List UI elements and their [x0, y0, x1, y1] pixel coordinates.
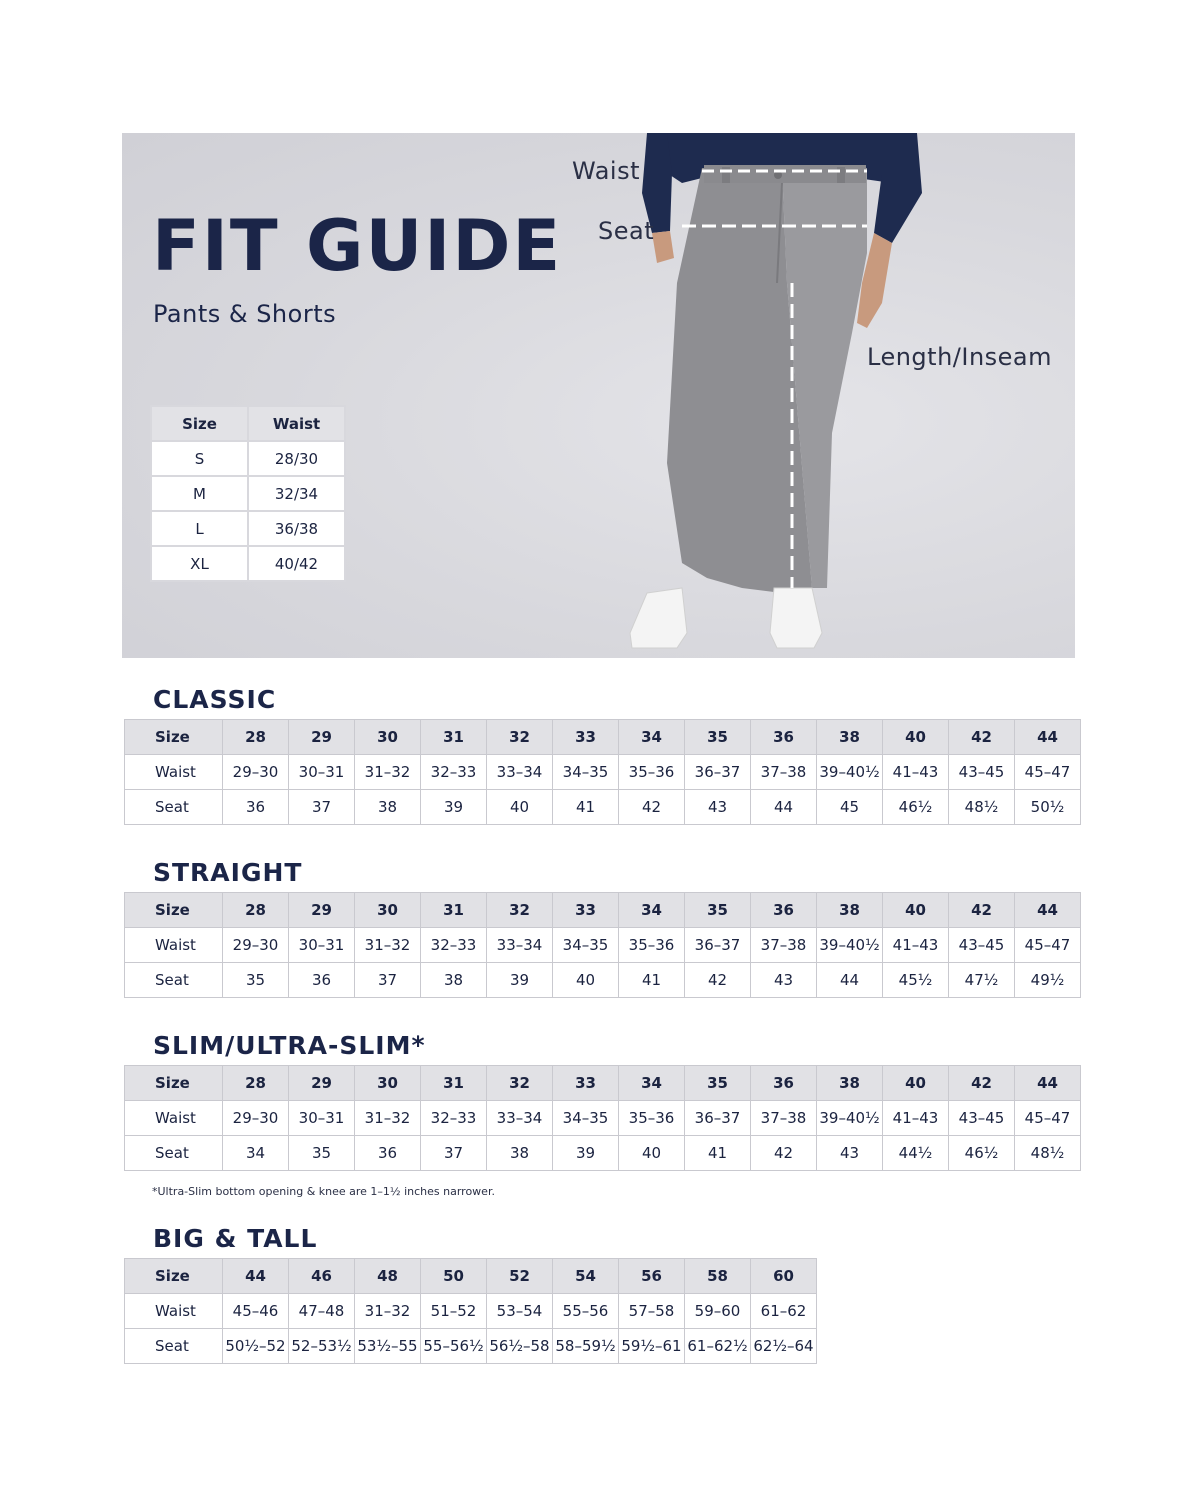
size-header-cell: 36	[751, 720, 817, 755]
value-cell: 45–47	[1015, 928, 1081, 963]
value-cell: 45½	[883, 963, 949, 998]
size-table	[124, 719, 1081, 825]
row-label: Waist	[125, 928, 223, 963]
size-header: Size	[151, 406, 248, 441]
value-cell: 35–36	[619, 1101, 685, 1136]
value-cell: 49½	[1015, 963, 1081, 998]
size-cell: S	[151, 441, 248, 476]
page-title: FIT GUIDE	[152, 205, 563, 287]
value-cell: 42	[751, 1136, 817, 1171]
header-row	[125, 893, 1081, 928]
size-header-cell: 50	[421, 1259, 487, 1294]
seat-label: Seat	[598, 217, 655, 245]
value-cell: 30–31	[289, 755, 355, 790]
value-cell: 35–36	[619, 755, 685, 790]
header-row	[125, 1259, 817, 1294]
value-cell: 30–31	[289, 1101, 355, 1136]
row-label: Seat	[125, 963, 223, 998]
value-cell: 35–36	[619, 928, 685, 963]
section-title: CLASSIC	[153, 685, 277, 714]
value-cell: 50½–52	[223, 1329, 289, 1364]
value-cell: 45	[817, 790, 883, 825]
size-header-cell: 31	[421, 1066, 487, 1101]
waist-header: Waist	[248, 406, 345, 441]
value-cell: 41	[619, 963, 685, 998]
value-cell: 41	[553, 790, 619, 825]
value-cell: 34	[223, 1136, 289, 1171]
size-header-cell: 29	[289, 720, 355, 755]
value-cell: 37	[289, 790, 355, 825]
value-cell: 58–59½	[553, 1329, 619, 1364]
size-table	[124, 892, 1081, 998]
table-row	[125, 1294, 817, 1329]
size-header-cell: 28	[223, 720, 289, 755]
value-cell: 32–33	[421, 755, 487, 790]
size-header-cell: 48	[355, 1259, 421, 1294]
value-cell: 41–43	[883, 755, 949, 790]
waist-label: Waist	[572, 157, 640, 185]
size-header-cell: 42	[949, 1066, 1015, 1101]
value-cell: 56½–58	[487, 1329, 553, 1364]
value-cell: 52–53½	[289, 1329, 355, 1364]
value-cell: 59–60	[685, 1294, 751, 1329]
value-cell: 61–62	[751, 1294, 817, 1329]
size-header-cell: 33	[553, 893, 619, 928]
value-cell: 47–48	[289, 1294, 355, 1329]
value-cell: 48½	[1015, 1136, 1081, 1171]
size-header-cell: 31	[421, 893, 487, 928]
value-cell: 36–37	[685, 1101, 751, 1136]
table-row	[125, 928, 1081, 963]
value-cell: 45–47	[1015, 755, 1081, 790]
value-cell: 31–32	[355, 928, 421, 963]
value-cell: 31–32	[355, 1101, 421, 1136]
waist-cell: 40/42	[248, 546, 345, 581]
section-title: STRAIGHT	[153, 858, 303, 887]
value-cell: 29–30	[223, 928, 289, 963]
value-cell: 42	[619, 790, 685, 825]
size-header-cell: 54	[553, 1259, 619, 1294]
size-header-cell: 40	[883, 893, 949, 928]
size-header-cell: 35	[685, 720, 751, 755]
value-cell: 37–38	[751, 755, 817, 790]
row-label: Size	[125, 1066, 223, 1101]
value-cell: 48½	[949, 790, 1015, 825]
value-cell: 45–46	[223, 1294, 289, 1329]
size-header-cell: 34	[619, 720, 685, 755]
table-row	[125, 1101, 1081, 1136]
size-waist-table	[150, 405, 346, 582]
row-label: Size	[125, 720, 223, 755]
value-cell: 53½–55	[355, 1329, 421, 1364]
length-inseam-label: Length/Inseam	[867, 343, 1053, 371]
value-cell: 40	[487, 790, 553, 825]
value-cell: 43	[817, 1136, 883, 1171]
size-header-cell: 35	[685, 1066, 751, 1101]
section-title: BIG & TALL	[153, 1224, 318, 1253]
table-row	[151, 476, 345, 511]
value-cell: 61–62½	[685, 1329, 751, 1364]
value-cell: 36	[289, 963, 355, 998]
waist-cell: 28/30	[248, 441, 345, 476]
table-row	[151, 546, 345, 581]
row-label: Seat	[125, 1136, 223, 1171]
hero-banner	[122, 133, 1075, 658]
row-label: Size	[125, 893, 223, 928]
table-row	[125, 1329, 817, 1364]
table-row	[125, 963, 1081, 998]
row-label: Waist	[125, 1101, 223, 1136]
classic-section	[124, 681, 1081, 825]
header-row	[125, 720, 1081, 755]
size-table	[124, 1065, 1081, 1171]
value-cell: 55–56½	[421, 1329, 487, 1364]
value-cell: 51–52	[421, 1294, 487, 1329]
value-cell: 53–54	[487, 1294, 553, 1329]
value-cell: 55–56	[553, 1294, 619, 1329]
value-cell: 38	[421, 963, 487, 998]
table-row	[125, 1136, 1081, 1171]
size-header-cell: 44	[1015, 720, 1081, 755]
size-header-cell: 30	[355, 893, 421, 928]
size-cell: M	[151, 476, 248, 511]
value-cell: 33–34	[487, 755, 553, 790]
size-header-cell: 52	[487, 1259, 553, 1294]
size-header-cell: 44	[223, 1259, 289, 1294]
value-cell: 39–40½	[817, 755, 883, 790]
table-row	[151, 441, 345, 476]
value-cell: 44	[751, 790, 817, 825]
size-header-cell: 30	[355, 1066, 421, 1101]
value-cell: 42	[685, 963, 751, 998]
value-cell: 50½	[1015, 790, 1081, 825]
value-cell: 39	[421, 790, 487, 825]
value-cell: 62½–64	[751, 1329, 817, 1364]
row-label: Size	[125, 1259, 223, 1294]
size-header-cell: 30	[355, 720, 421, 755]
size-header-cell: 35	[685, 893, 751, 928]
value-cell: 32–33	[421, 928, 487, 963]
size-header-cell: 36	[751, 1066, 817, 1101]
size-header-cell: 31	[421, 720, 487, 755]
value-cell: 40	[619, 1136, 685, 1171]
value-cell: 39–40½	[817, 1101, 883, 1136]
size-header-cell: 34	[619, 893, 685, 928]
value-cell: 41–43	[883, 1101, 949, 1136]
value-cell: 38	[487, 1136, 553, 1171]
value-cell: 40	[553, 963, 619, 998]
value-cell: 36–37	[685, 928, 751, 963]
value-cell: 32–33	[421, 1101, 487, 1136]
value-cell: 37	[355, 963, 421, 998]
waist-cell: 32/34	[248, 476, 345, 511]
value-cell: 36–37	[685, 755, 751, 790]
value-cell: 39–40½	[817, 928, 883, 963]
size-header-cell: 42	[949, 720, 1015, 755]
size-header-cell: 38	[817, 1066, 883, 1101]
table-row	[125, 755, 1081, 790]
value-cell: 35	[223, 963, 289, 998]
value-cell: 31–32	[355, 1294, 421, 1329]
waist-cell: 36/38	[248, 511, 345, 546]
footnote: *Ultra-Slim bottom opening & knee are 1–1½ inches narrower.	[152, 1185, 495, 1198]
size-header-cell: 29	[289, 893, 355, 928]
value-cell: 43–45	[949, 928, 1015, 963]
value-cell: 41–43	[883, 928, 949, 963]
size-header-cell: 58	[685, 1259, 751, 1294]
size-header-cell: 42	[949, 893, 1015, 928]
value-cell: 44½	[883, 1136, 949, 1171]
size-header-cell: 29	[289, 1066, 355, 1101]
size-header-cell: 33	[553, 720, 619, 755]
size-header-cell: 60	[751, 1259, 817, 1294]
value-cell: 36	[355, 1136, 421, 1171]
value-cell: 41	[685, 1136, 751, 1171]
table-row	[125, 790, 1081, 825]
section-title: SLIM/ULTRA-SLIM*	[153, 1031, 426, 1060]
size-header-cell: 44	[1015, 1066, 1081, 1101]
value-cell: 43	[685, 790, 751, 825]
value-cell: 39	[487, 963, 553, 998]
value-cell: 59½–61	[619, 1329, 685, 1364]
size-header-cell: 28	[223, 893, 289, 928]
size-cell: XL	[151, 546, 248, 581]
size-cell: L	[151, 511, 248, 546]
value-cell: 30–31	[289, 928, 355, 963]
value-cell: 33–34	[487, 928, 553, 963]
size-header-cell: 32	[487, 1066, 553, 1101]
value-cell: 43	[751, 963, 817, 998]
value-cell: 33–34	[487, 1101, 553, 1136]
value-cell: 29–30	[223, 1101, 289, 1136]
straight-section	[124, 854, 1081, 998]
value-cell: 43–45	[949, 1101, 1015, 1136]
slim-section	[124, 1027, 1081, 1171]
value-cell: 46½	[883, 790, 949, 825]
size-header-cell: 36	[751, 893, 817, 928]
value-cell: 31–32	[355, 755, 421, 790]
value-cell: 45–47	[1015, 1101, 1081, 1136]
value-cell: 35	[289, 1136, 355, 1171]
value-cell: 57–58	[619, 1294, 685, 1329]
value-cell: 38	[355, 790, 421, 825]
value-cell: 37–38	[751, 928, 817, 963]
page-subtitle: Pants & Shorts	[153, 300, 337, 328]
size-header-cell: 28	[223, 1066, 289, 1101]
value-cell: 43–45	[949, 755, 1015, 790]
value-cell: 39	[553, 1136, 619, 1171]
size-header-cell: 32	[487, 720, 553, 755]
big-tall-section	[124, 1220, 817, 1364]
row-label: Seat	[125, 1329, 223, 1364]
value-cell: 29–30	[223, 755, 289, 790]
value-cell: 47½	[949, 963, 1015, 998]
size-header-cell: 44	[1015, 893, 1081, 928]
size-header-cell: 32	[487, 893, 553, 928]
size-header-cell: 40	[883, 1066, 949, 1101]
row-label: Waist	[125, 755, 223, 790]
size-header-cell: 38	[817, 893, 883, 928]
row-label: Waist	[125, 1294, 223, 1329]
header-row	[125, 1066, 1081, 1101]
value-cell: 34–35	[553, 1101, 619, 1136]
size-header-cell: 34	[619, 1066, 685, 1101]
table-row	[151, 511, 345, 546]
size-table	[124, 1258, 817, 1364]
size-header-cell: 38	[817, 720, 883, 755]
size-header-cell: 56	[619, 1259, 685, 1294]
value-cell: 37–38	[751, 1101, 817, 1136]
value-cell: 34–35	[553, 928, 619, 963]
size-header-cell: 40	[883, 720, 949, 755]
value-cell: 44	[817, 963, 883, 998]
value-cell: 37	[421, 1136, 487, 1171]
row-label: Seat	[125, 790, 223, 825]
size-header-cell: 46	[289, 1259, 355, 1294]
value-cell: 34–35	[553, 755, 619, 790]
size-header-cell: 33	[553, 1066, 619, 1101]
value-cell: 46½	[949, 1136, 1015, 1171]
value-cell: 36	[223, 790, 289, 825]
